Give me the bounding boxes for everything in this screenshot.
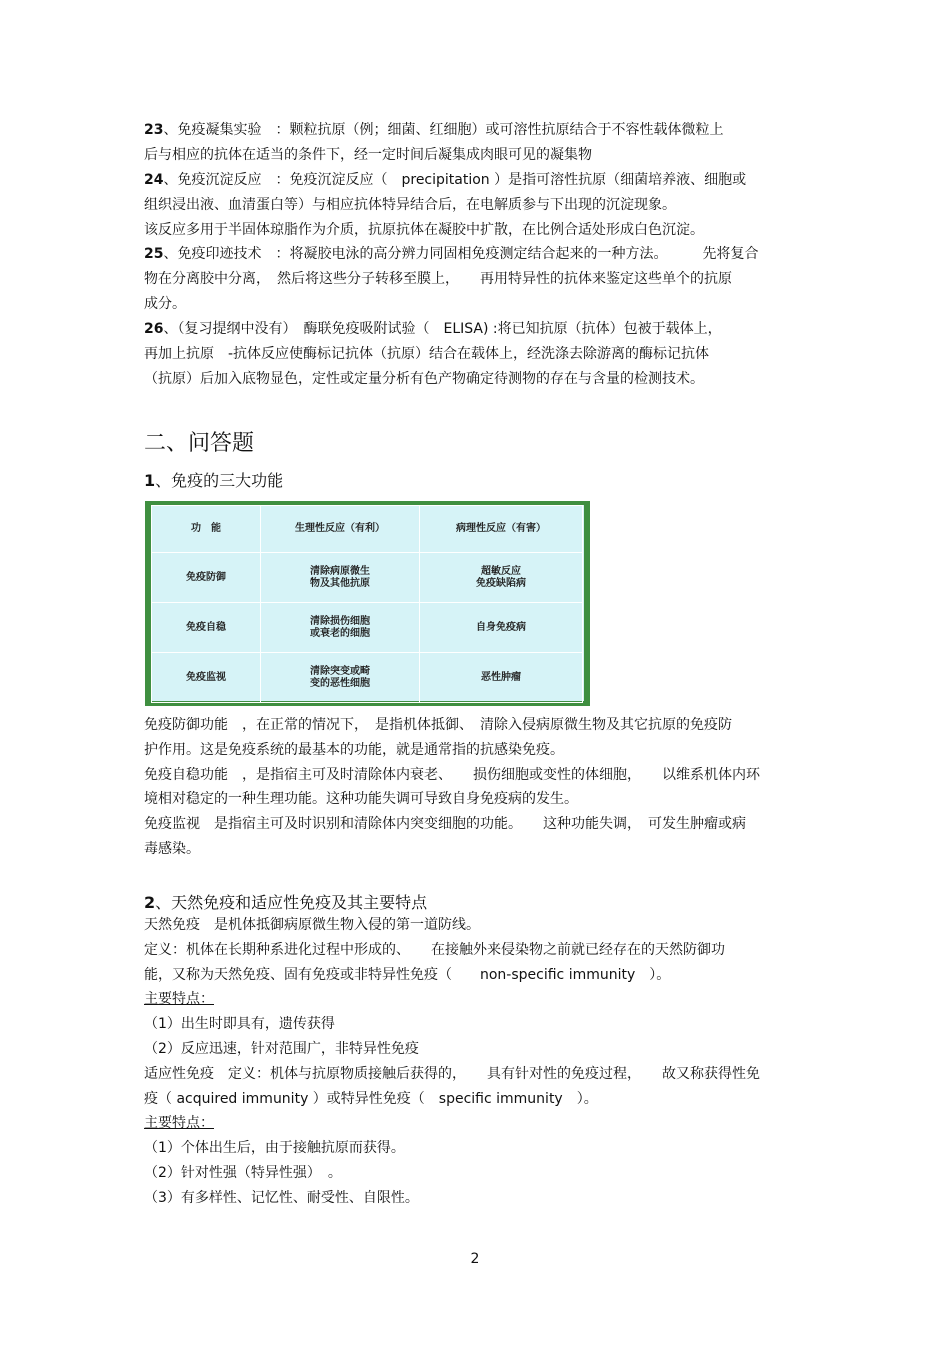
table-cell: 恶性肿瘤 (420, 653, 583, 703)
item-text: 成分。 (144, 295, 186, 312)
immune-functions-figure (145, 501, 590, 706)
item-text: 组织浸出液、血清蛋白等）与相应抗体特异结合后，在电解质参与下出现的沉淀现象。 (144, 196, 676, 213)
answer-line: 天然免疫 是机体抵御病原微生物入侵的第一道防线。 (144, 917, 480, 933)
item-number: 26 (144, 321, 164, 337)
table-cell: 自身免疫病 (420, 603, 583, 653)
feature-item: （3）有多样性、记忆性、耐受性、自限性。 (144, 1189, 419, 1206)
table-header-cell: 功 能 (152, 506, 261, 553)
answer-line: 免疫自稳功能 ，是指宿主可及时清除体内衰老、 损伤细胞或变性的体细胞， 以维系机体内环 (144, 766, 760, 783)
table-cell: 清除突变或畸 变的恶性细胞 (261, 653, 420, 703)
table-row (152, 653, 583, 703)
question-number: 2 (144, 893, 156, 912)
item-text: 、免疫凝集实验 ：颗粒抗原（例；细菌、红细胞）或可溶性抗原结合于不容性载体微粒上 (163, 122, 724, 138)
feature-item: （1）出生时即具有，遗传获得 (144, 1016, 335, 1033)
table-cell: 免疫自稳 (152, 603, 261, 653)
answer-line: 护作用。这是免疫系统的最基本的功能，就是通常指的抗感染免疫。 (144, 741, 564, 758)
item-text: 、（复习提纲中没有） 酶联免疫吸附试验（ ELISA) :将已知抗原（抗体）包被于载体上， (163, 321, 722, 337)
answer-line: 能，又称为天然免疫、固有免疫或非特异性免疫（ non-specific immunity ）。 (144, 966, 671, 983)
question-title-text: 、免疫的三大功能 (155, 471, 284, 490)
table-cell: 清除损伤细胞 或衰老的细胞 (261, 603, 420, 653)
definition-23 (144, 118, 814, 168)
item-text: 该反应多用于半固体琼脂作为介质，抗原抗体在凝胶中扩散，在比例合适处形成白色沉淀。 (144, 221, 704, 238)
answer-line: 免疫监视 是指宿主可及时识别和清除体内突变细胞的功能。 这种功能失调， 可发生肿瘤或病 (144, 816, 746, 833)
item-number: 23 (144, 122, 164, 138)
table-row (152, 553, 583, 603)
feature-item: （2）反应迅速，针对范围广，非特异性免疫 (144, 1040, 419, 1057)
answer-line: 毒感染。 (144, 840, 200, 857)
answer-line: 疫（ acquired immunity ）或特异性免疫（ specific immunity ）。 (144, 1090, 598, 1107)
question-1-answer (144, 713, 814, 862)
item-number: 24 (144, 172, 164, 188)
item-text: 再加上抗原 -抗体反应使酶标记抗体（抗原）结合在载体上，经洗涤去除游离的酶标记抗体 (144, 345, 710, 362)
answer-line: 定义：机体在长期种系进化过程中形成的、 在接触外来侵染物之前就已经存在的天然防御功 (144, 941, 725, 958)
table-header-cell: 生理性反应（有利） (261, 506, 420, 553)
question-2-title (144, 890, 427, 913)
table-row (152, 603, 583, 653)
feature-item: （1）个体出生后，由于接触抗原而获得。 (144, 1140, 405, 1157)
table-cell: 免疫防御 (152, 553, 261, 603)
question-title-text: 、天然免疫和适应性免疫及其主要特点 (155, 893, 428, 912)
answer-line: 境相对稳定的一种生理功能。这种功能失调可导致自身免疫病的发生。 (144, 791, 578, 808)
question-2-answer (144, 913, 814, 1211)
item-text: 、免疫沉淀反应 ：免疫沉淀反应（ precipitation ）是指可溶性抗原（细菌培养液、细胞或 (163, 172, 747, 188)
definition-24 (144, 168, 814, 242)
table-header-cell: 病理性反应（有害） (420, 506, 583, 553)
question-1-title (144, 468, 283, 491)
item-text: 物在分离胶中分离， 然后将这些分子转移至膜上， 再用特异性的抗体来鉴定这些单个的抗原 (144, 270, 732, 287)
features-label: 主要特点： (144, 991, 214, 1008)
feature-item: （2）针对性强（特异性强） 。 (144, 1164, 342, 1181)
immune-functions-table (151, 505, 583, 703)
definition-26 (144, 317, 814, 391)
item-text: 后与相应的抗体在适当的条件下，经一定时间后凝集成肉眼可见的凝集物 (144, 146, 592, 163)
answer-line: 适应性免疫 定义：机体与抗原物质接触后获得的， 具有针对性的免疫过程， 故又称获得性免 (144, 1065, 760, 1082)
table-cell: 免疫监视 (152, 653, 261, 703)
page-number: 2 (470, 1251, 480, 1267)
answer-line: 免疫防御功能 ，在正常的情况下， 是指机体抵御、 清除入侵病原微生物及其它抗原的免疫防 (144, 717, 732, 733)
features-label: 主要特点： (144, 1115, 214, 1132)
table-cell: 超敏反应 免疫缺陷病 (420, 553, 583, 603)
section-title: 二、问答题 (144, 431, 255, 456)
question-number: 1 (144, 471, 156, 490)
table-header-row (152, 506, 583, 553)
item-text: （抗原）后加入底物显色，定性或定量分析有色产物确定待测物的存在与含量的检测技术。 (144, 370, 704, 387)
table-cell: 清除病原微生 物及其他抗原 (261, 553, 420, 603)
item-number: 25 (144, 246, 164, 262)
item-text: 、免疫印迹技术 ：将凝胶电泳的高分辨力同固相免疫测定结合起来的一种方法。 先将复合 (163, 246, 759, 262)
definition-25 (144, 242, 814, 316)
